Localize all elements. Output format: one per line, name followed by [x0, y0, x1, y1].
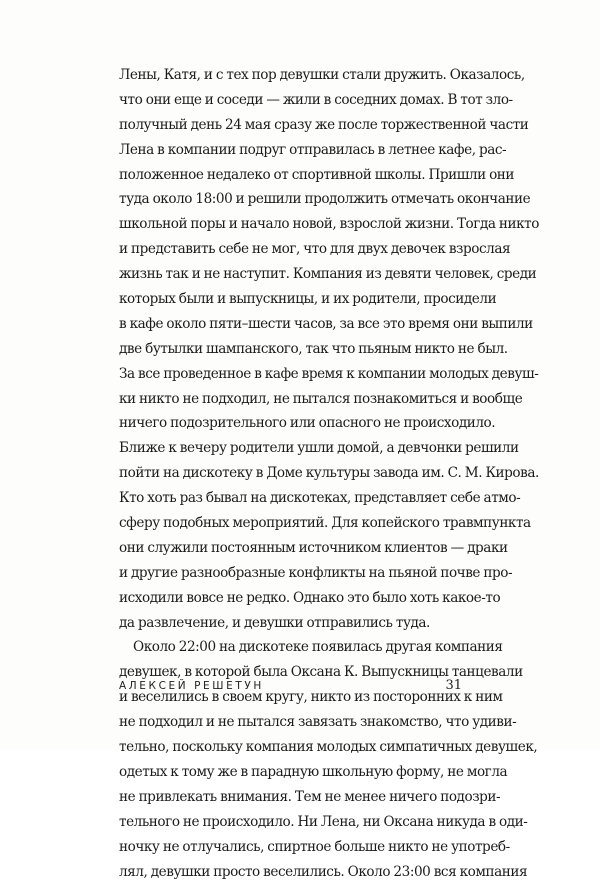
text-line: ночку не отлучались, спиртное больше никто не употреб-	[119, 835, 462, 860]
text-line: Кто хоть раз бывал на дискотеках, представляет себе атмо-	[119, 486, 462, 511]
text-line: Лены, Катя, и с тех пор девушки стали дружить. Оказалось,	[119, 63, 462, 88]
text-line: исходили вовсе не редко. Однако это было хоть какое-то	[119, 586, 462, 611]
text-line: одетых к тому же в парадную школьную форму, не могла	[119, 760, 462, 785]
text-line: школьной поры и начало новой, взрослой жизни. Тогда никто	[119, 212, 462, 237]
text-line: жизнь так и не наступит. Компания из девяти человек, среди	[119, 262, 462, 287]
text-line: туда около 18:00 и решили продолжить отмечать окончание	[119, 187, 462, 212]
text-line: и представить себе не мог, что для двух девочек взрослая	[119, 237, 462, 262]
text-line: ничего подозрительного или опасного не происходило.	[119, 411, 462, 436]
text-line: не подходил и не пытался завязать знакомство, что удиви-	[119, 710, 462, 735]
text-line: Ближе к вечеру родители ушли домой, а девчонки решили	[119, 436, 462, 461]
text-line: две бутылки шампанского, так что пьяным никто не был.	[119, 337, 462, 362]
text-line: тельного не происходило. Ни Лена, ни Оксана никуда в оди-	[119, 810, 462, 835]
text-line: девушек, в которой была Оксана К. Выпускницы танцевали	[119, 660, 462, 685]
running-footer-author: АЛЕКСЕЙ РЕШЕТУН	[119, 680, 264, 692]
text-line: сферу подобных мероприятий. Для копейского травмпункта	[119, 511, 462, 536]
page-number: 31	[420, 678, 462, 693]
paragraph-start-line: Около 22:00 на дискотеке появилась другая компания	[119, 635, 462, 660]
paragraph-end-line: да развлечение, и девушки отправились туда.	[119, 611, 462, 636]
body-text	[119, 63, 462, 884]
text-line: положенное недалеко от спортивной школы. Пришли они	[119, 163, 462, 188]
text-line: получный день 24 мая сразу же после торжественной части	[119, 113, 462, 138]
text-line: лял, девушки просто веселились. Около 23:00 вся компания	[119, 860, 462, 884]
text-line: За все проведенное в кафе время к компании молодых девуш-	[119, 362, 462, 387]
text-line: они служили постоянным источником клиентов — драки	[119, 536, 462, 561]
text-line: которых были и выпускницы, и их родители, просидели	[119, 287, 462, 312]
text-line: и другие разнообразные конфликты на пьяной почве про-	[119, 561, 462, 586]
text-line: и веселились в своем кругу, никто из посторонних к ним	[119, 685, 462, 710]
text-line: не привлекать внимания. Тем не менее ничего подозри-	[119, 785, 462, 810]
text-line: пойти на дискотеку в Доме культуры завода им. С. М. Кирова.	[119, 461, 462, 486]
text-line: ки никто не подходил, не пытался познакомиться и вообще	[119, 387, 462, 412]
text-line: что они еще и соседи — жили в соседних домах. В тот зло-	[119, 88, 462, 113]
text-line: Лена в компании подруг отправилась в летнее кафе, рас-	[119, 138, 462, 163]
text-line: в кафе около пяти–шести часов, за все это время они выпили	[119, 312, 462, 337]
text-line: тельно, поскольку компания молодых симпатичных девушек,	[119, 735, 462, 760]
